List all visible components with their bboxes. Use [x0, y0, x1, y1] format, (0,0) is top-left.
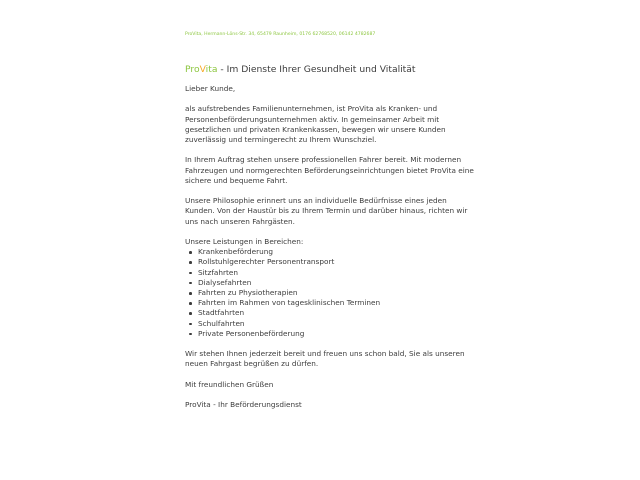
sender-address-line: ProVita, Hermann-Löns-Str. 34, 65479 Raunheim, 0176 62768520, 06142 4782687 — [185, 32, 376, 37]
brand-v: V — [199, 64, 206, 75]
paragraph-philosophy: Unsere Philosophie erinnert uns an individuelle Bedürfnisse eines jeden Kunden. Von der Haustür bis zu Ihrem Termin und darüber hinaus, richten wir uns nach unseren Fahrgästen. — [185, 196, 468, 226]
letter-body — [185, 84, 475, 421]
services-intro: Unsere Leistungen in Bereichen: — [185, 236, 304, 246]
paragraph-intro: als aufstrebendes Familienunternehmen, ist ProVita als Kranken- und Personenbeförderungsunternehmen aktiv. In gemeinsamer Arbeit mit gesetzlichen und privaten Krankenkassen, bewegen wir unsere Kunden zuverlässig und termingerecht zu Ihrem Wunschziel. — [185, 104, 446, 144]
list-item: Stadtfahrten — [198, 308, 475, 318]
paragraph-drivers: In Ihrem Auftrag stehen unsere professionellen Fahrer bereit. Mit modernen Fahrzeugen und normgerechten Beförderungseinrichtungen bietet ProVita eine sichere und bequeme Fahrt. — [185, 155, 474, 185]
closing-paragraph: Wir stehen Ihnen jederzeit bereit und freuen uns schon bald, Sie als unseren neuen Fahrgast begrüßen zu dürfen. — [185, 349, 465, 369]
list-item: Sitzfahrten — [198, 268, 475, 278]
list-item: Fahrten zu Physiotherapien — [198, 288, 475, 298]
list-item: Private Personenbeförderung — [198, 329, 475, 339]
list-item: Fahrten im Rahmen von tagesklinischen Terminen — [198, 298, 475, 308]
title-text: - Im Dienste Ihrer Gesundheit und Vitalität — [217, 64, 416, 75]
list-item: Dialysefahrten — [198, 278, 475, 288]
signature: ProVita - Ihr Beförderungsdienst — [185, 400, 302, 410]
letter-title — [185, 64, 416, 75]
services-list — [185, 247, 475, 339]
regards: Mit freundlichen Grüßen — [185, 379, 274, 389]
list-item: Krankenbeförderung — [198, 247, 475, 257]
list-item: Rollstuhlgerechter Personentransport — [198, 257, 475, 267]
brand-pro: Pro — [185, 64, 200, 75]
greeting: Lieber Kunde, — [185, 84, 236, 93]
brand-ita: ita — [205, 64, 218, 75]
list-item: Schulfahrten — [198, 319, 475, 329]
